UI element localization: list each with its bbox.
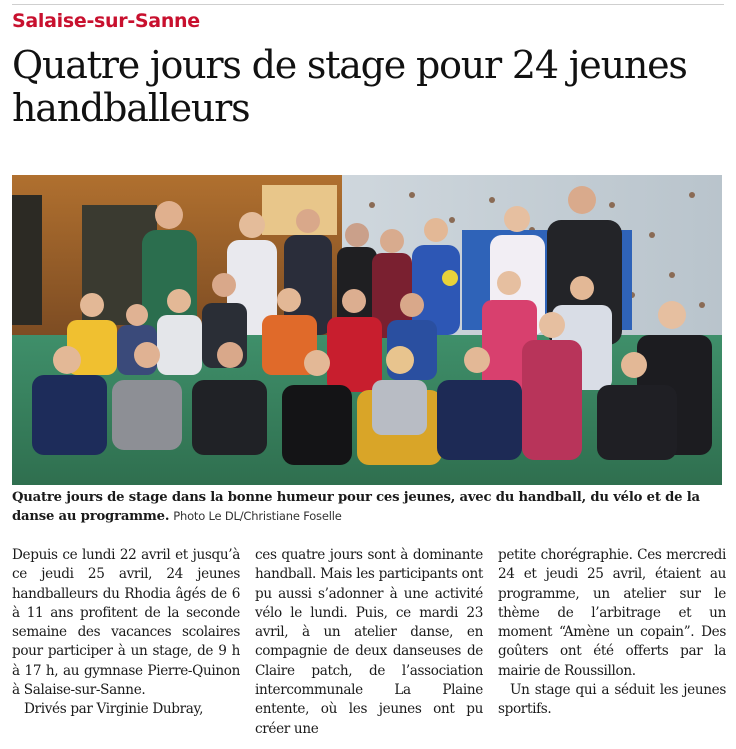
- column-3-paragraph-2: Un stage qui a séduit les jeunes sportifs.: [498, 682, 726, 718]
- article-column-2: [255, 546, 483, 739]
- article-column-1: [12, 546, 240, 720]
- column-3-paragraph-1: petite chorégraphie. Ces mercredi 24 et jeudi 25 avril, étaient au programme, un atelier sur le thème de l’arbitrage et un moment “Amène un copain”. Des goûters ont été offerts par la mairie de Roussillon.: [498, 547, 726, 679]
- column-1-paragraph-1: Depuis ce lundi 22 avril et jusqu’à ce jeudi 25 avril, 24 jeunes handballeurs du Rhodia âgés de 6 à 11 ans profitent de la seconde semaine des vacances scolaires pour participer à un stage, de 9 h à 17 h, au gymnase Pierre-Quinon à Salaise-sur-Sanne.: [12, 547, 240, 699]
- column-1-paragraph-2: Drivés par Virginie Dubray,: [24, 701, 204, 718]
- top-rule: [12, 4, 724, 5]
- photo-caption: [12, 489, 724, 526]
- photo-illustration: [12, 175, 722, 485]
- photo-credit: Photo Le DL/Christiane Foselle: [173, 509, 342, 523]
- column-2-paragraph-1: ces quatre jours sont à dominante handball. Mais les participants ont pu aussi s’adonner à une activité vélo le lundi. Puis, ce mardi 23 avril, à un atelier danse, en compagnie de deux danseuses de Claire patch, de l’association intercommunale La Plaine entente, où les jeunes ont pu créer une: [255, 547, 483, 737]
- caption-text: Quatre jours de stage dans la bonne humeur pour ces jeunes, avec du handball, du vélo et de la danse au programme.: [12, 490, 700, 524]
- article-kicker: Salaise-sur-Sanne: [12, 10, 200, 32]
- article-column-3: [498, 546, 726, 720]
- article-headline: Quatre jours de stage pour 24 jeunes handballeurs: [12, 43, 687, 130]
- article-photo: [12, 175, 722, 485]
